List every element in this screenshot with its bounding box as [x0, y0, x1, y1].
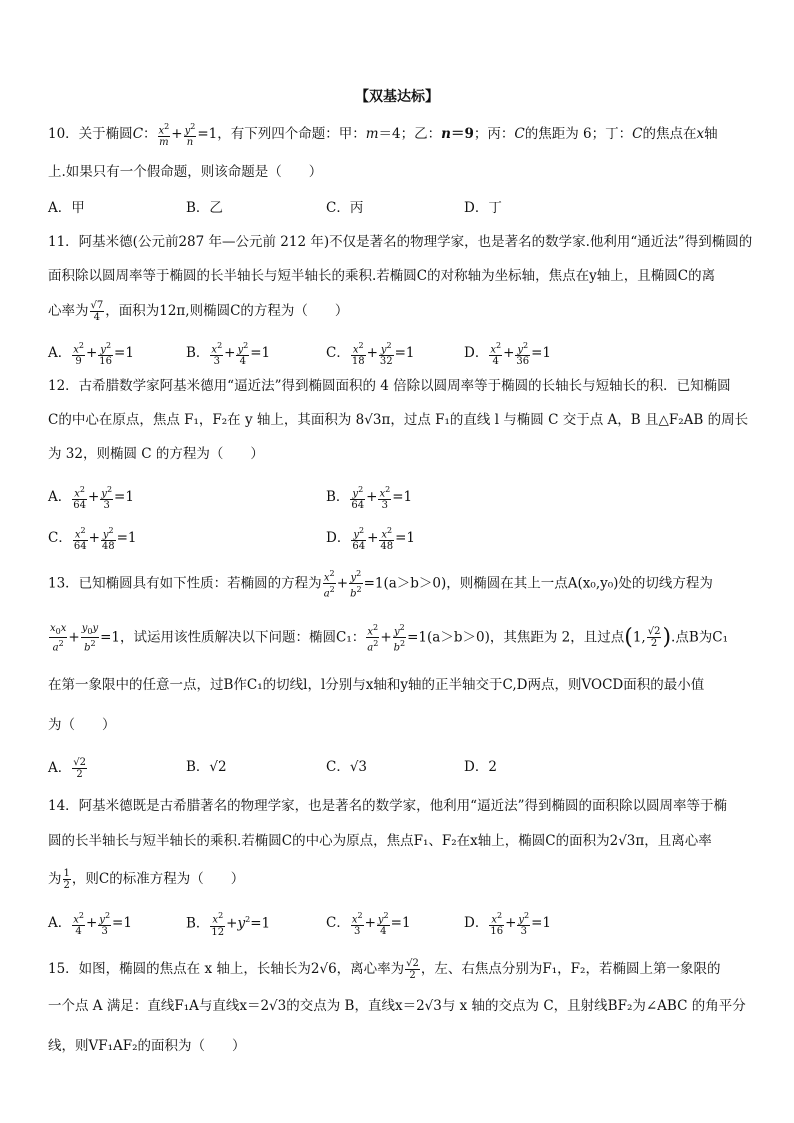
q11-line-3: 心率为 $\frac{√7}{4}$ ，面积为12π,则椭圆C的方程为（ ）	[48, 300, 349, 323]
q12-line-3: 为 32，则椭圆 C 的方程为（ ）	[48, 446, 264, 462]
q12-line-1: 12．古希腊数学家阿基米德用“逼近法”得到椭圆面积的 4 倍除以圆周率等于椭圆的长轴长与短轴长的积．已知椭圆	[48, 378, 731, 394]
q14-line-3: 为 $\frac{1}{2}$ ，则C的标准方程为（ ）	[48, 868, 245, 891]
q13-line-2: $\frac{x_0x}{a^2}$ + $\frac{y_0y}{b^2}$ =1，试运用该性质解决以下问题：椭圆C₁： $\frac{x^2}{a^2}$ + $\frac{y^2}{b^2}$ =1(a＞b＞0)，其焦距为 2，且过点(1, $\frac{√2}{2}$ ).点B为C₁	[50, 622, 728, 654]
q15-line-2: 一个点 A 满足：直线F₁A与直线x＝2√3的交点为 B，直线x＝2√3与 x 轴的交点为 C，且射线BF₂为∠ABC 的角平分	[48, 998, 746, 1014]
section-title: 【双基达标】	[355, 89, 439, 105]
q14-option-a: A． $\frac{x^2}{4}$ + $\frac{y^2}{3}$ =1	[48, 911, 132, 938]
q13-line-1: 13．已知椭圆具有如下性质：若椭圆的方程为 $\frac{x^2}{a^2}$ + $\frac{y^2}{b^2}$ =1(a＞b＞0)，则椭圆在其上一点A(x₀,y₀)处的切线方程为	[48, 569, 713, 600]
q13-option-d: D．2	[464, 759, 497, 775]
fraction: $\frac{√7}{4}$	[90, 300, 104, 323]
q11-option-a: A． $\frac{x^2}{9}$ + $\frac{y^2}{16}$ =1	[48, 341, 134, 368]
q14-line-1: 14．阿基米德既是古希腊著名的物理学家，也是著名的数学家，他利用“逼近法”得到椭圆的面积除以圆周率等于椭	[48, 798, 727, 814]
q13-option-a: A． $\frac{√2}{2}$	[48, 757, 86, 780]
q10-option-b: B．乙	[186, 200, 223, 216]
q15-line-1: 15．如图，椭圆的焦点在 x 轴上，长轴长为2√6，离心率为 $\frac{√2}{2}$ ，左、右焦点分别为F₁，F₂，若椭圆上第一象限的	[48, 958, 721, 981]
q15-line-3: 线，则VF₁AF₂的面积为（ ）	[48, 1038, 246, 1054]
q11-option-c: C． $\frac{x^2}{18}$ + $\frac{y^2}{32}$ =1	[326, 341, 415, 368]
q11-line-2: 面积除以圆周率等于椭圆的长半轴长与短半轴长的乘积.若椭圆C的对称轴为坐标轴，焦点在y轴上，且椭圆C的离	[48, 268, 716, 284]
q10-line-2: 上.如果只有一个假命题，则该命题是（ ）	[48, 164, 323, 180]
fraction: $\frac{x^2}{m}$	[158, 122, 170, 149]
q10-option-d: D．丁	[464, 200, 502, 216]
q14-option-d: D． $\frac{x^2}{16}$ + $\frac{y^2}{3}$ =1	[464, 911, 552, 938]
q10-text: 10．关于椭圆	[48, 126, 133, 143]
q13-option-b: B．√2	[186, 759, 227, 775]
q12-option-a: A． $\frac{x^2}{64}$ + $\frac{y^2}{3}$ =1	[48, 485, 134, 512]
q11-option-b: B． $\frac{x^2}{3}$ + $\frac{y^2}{4}$ =1	[186, 341, 271, 368]
q14-option-b: B． $\frac{x^2}{12}$ $+y^2=1$	[186, 911, 271, 938]
q12-option-c: C． $\frac{x^2}{64}$ + $\frac{y^2}{48}$ =1	[48, 526, 137, 553]
q12-option-d: D． $\frac{y^2}{64}$ + $\frac{x^2}{48}$ =1	[326, 526, 416, 553]
q12-line-2: C的中心在原点，焦点 F₁，F₂在 y 轴上，其面积为 8√3π，过点 F₁的直线 l 与椭圆 C 交于点 A，B 且△F₂AB 的周长	[48, 412, 749, 428]
q10-option-a: A．甲	[48, 200, 85, 216]
q13-option-c: C．√3	[326, 759, 368, 775]
q11-option-d: D． $\frac{x^2}{4}$ + $\frac{y^2}{36}$ =1	[464, 341, 552, 368]
q14-option-c: C． $\frac{x^2}{3}$ + $\frac{y^2}{4}$ =1	[326, 911, 411, 938]
q11-line-1: 11．阿基米德(公元前287 年—公元前 212 年)不仅是著名的物理学家，也是著名的数学家.他利用“通近法”得到椭圆的	[48, 234, 753, 250]
q12-option-b: B． $\frac{y^2}{64}$ + $\frac{x^2}{3}$ =1	[326, 485, 413, 512]
q14-line-2: 圆的长半轴长与短半轴长的乘积.若椭圆C的中心为原点，焦点F₁、F₂在x轴上，椭圆C的面积为2√3π，且离心率	[48, 833, 712, 849]
q10-option-c: C．丙	[326, 200, 364, 216]
q13-line-3: 在第一象限中的任意一点，过B作C₁的切线l，l分别与x轴和y轴的正半轴交于C,D两点，则VOCD面积的最小值	[48, 677, 705, 693]
q13-line-4: 为（ ）	[48, 717, 116, 733]
q10-line-1: 10．关于椭圆C： $\frac{x^2}{m}$ + $\frac{y^2}{n}$ =1，有下列四个命题：甲：m＝4；乙：n＝9；丙：C的焦距为 6；丁：C的焦点在x轴	[48, 122, 718, 149]
fraction: $\frac{y^2}{n}$	[184, 122, 196, 149]
